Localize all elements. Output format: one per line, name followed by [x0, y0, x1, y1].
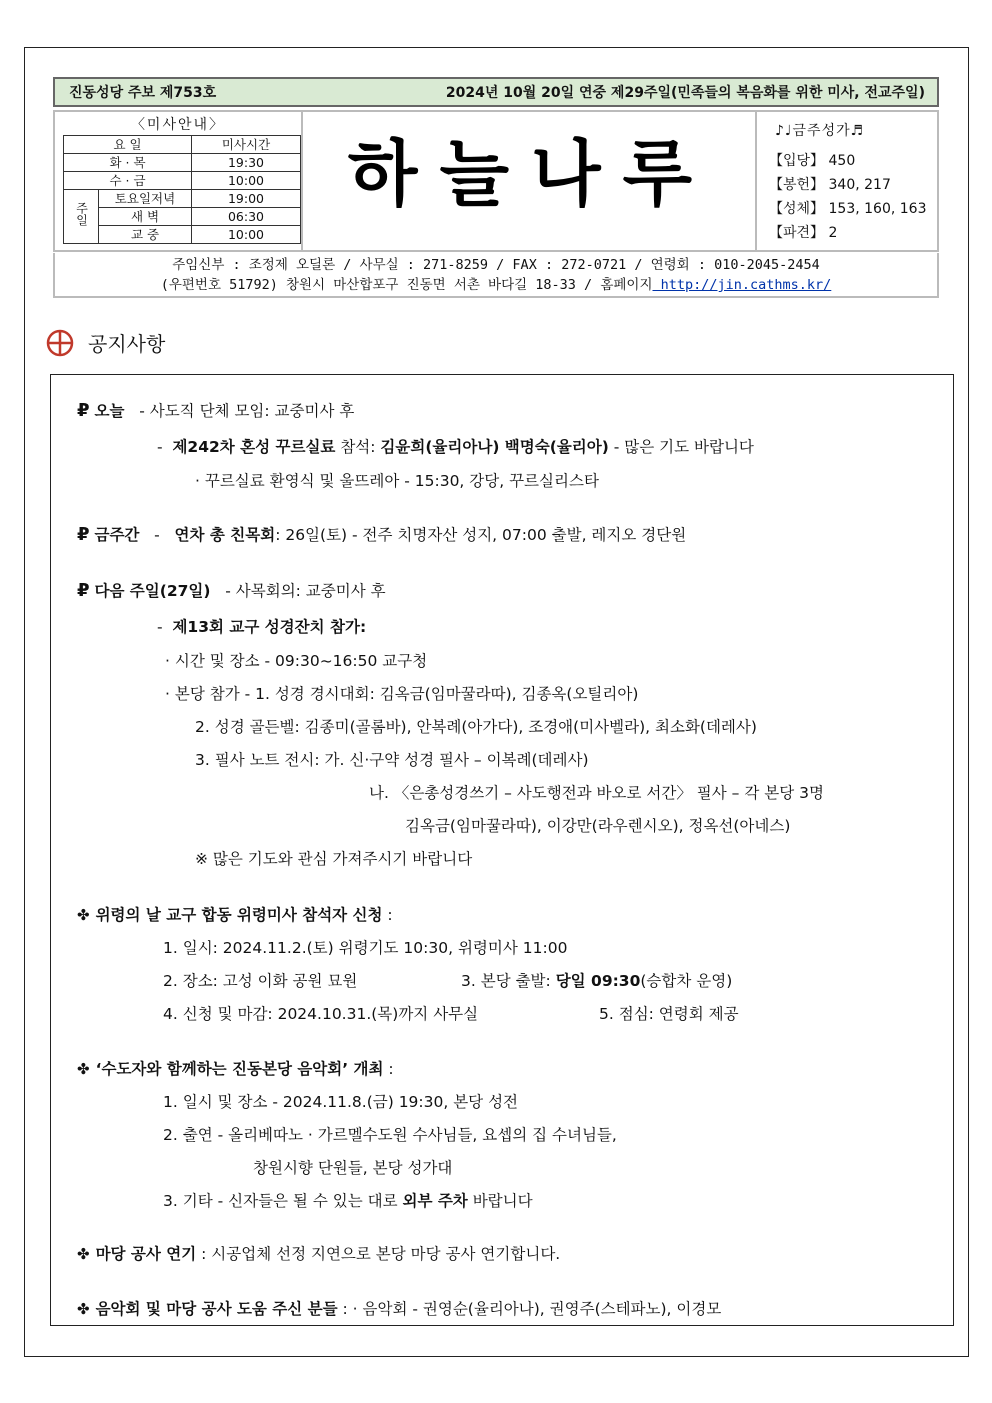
col-time-header: 미사시간 [192, 136, 301, 154]
notice-bible-festival: - 제13회 교구 성경잔치 참가: [157, 618, 367, 636]
hymn-entrance: 【입당】 450 [769, 153, 856, 169]
concert-performers: 2. 출연 - 올리베따노 · 가르멜수도원 수사님들, 요셉의 집 수녀님들, [163, 1126, 617, 1144]
bible-festival-transcription: 3. 필사 노트 전시: 가. 신·구약 성경 필사 – 이복례(데레사) [195, 751, 589, 769]
mass-day: 화 · 목 [64, 154, 192, 172]
clover-bullet-icon: ✤ [77, 1060, 90, 1078]
won-marker-icon: ₽ [77, 580, 90, 601]
issue-number: 진동성당 주보 제753호 [69, 85, 217, 101]
mass-schedule-title: 〈미사안내〉 [130, 117, 226, 133]
notice-today-label: 오늘 [94, 402, 125, 420]
concert-date: 1. 일시 및 장소 - 2024.11.8.(금) 19:30, 본당 성전 [163, 1093, 519, 1111]
memorial-lunch: 5. 점심: 연령회 제공 [599, 1005, 739, 1023]
notice-today-ultreya: · 꾸르실료 환영식 및 울뜨레아 - 15:30, 강당, 꾸르실리스타 [195, 472, 599, 490]
hymn-offertory: 【봉헌】 340, 217 [769, 177, 891, 193]
notice-today: ₽ 오늘 - 사도직 단체 모임: 교중미사 후 [77, 400, 355, 421]
mass-day: 토요일저녁 [99, 190, 192, 208]
notice-helpers: ✤ 음악회 및 마당 공사 도움 주신 분들 : · 음악회 - 권영순(율리아나), 권영주(스테파노), 이경모 [77, 1300, 722, 1318]
sunday-label: 주일 [64, 190, 99, 244]
notice-week: ₽ 금주간 - 연차 총 친목회: 26일(토) - 전주 치명자산 성지, 07:00 출발, 레지오 경단원 [77, 524, 687, 545]
mass-time: 19:30 [192, 154, 301, 172]
bible-festival-transcription-b: 나. 〈은총성경쓰기 – 사도행전과 바오로 서간〉 필사 – 각 본당 3명 [369, 784, 824, 802]
notice-yard-construction: ✤ 마당 공사 연기 : 시공업체 선정 지연으로 본당 마당 공사 연기합니다. [77, 1245, 561, 1263]
concert-parking: 3. 기타 - 신자들은 될 수 있는 대로 외부 주차 바랍니다 [163, 1192, 533, 1210]
mass-schedule-table [63, 135, 301, 244]
notice-today-cursillo: - 제242차 혼성 꾸르실료 참석: 김윤희(율리아나) 백명숙(율리아) - 많은 기도 바랍니다 [157, 438, 754, 456]
mass-schedule [55, 112, 303, 250]
mass-day: 새 벽 [99, 208, 192, 226]
bulletin-header-bar [53, 77, 939, 107]
concert-performers-cont: 창원시향 단원들, 본당 성가대 [253, 1159, 453, 1177]
issue-date: 2024년 10월 20일 연중 제29주일(민족들의 복음화를 위한 미사, 전교주일) [445, 85, 925, 101]
mass-day: 수 · 금 [64, 172, 192, 190]
bible-festival-goldenbell: 2. 성경 골든벨: 김종미(골롬바), 안복례(아가다), 조경애(미사벨라), 최소화(데레사) [195, 718, 757, 736]
notice-heading [46, 328, 165, 357]
hymn-dismissal: 【파견】 2 [769, 225, 838, 241]
notice-next-sunday: ₽ 다음 주일(27일) - 사목회의: 교중미사 후 [77, 580, 386, 601]
contact-line-1: 주임신부 : 조정제 오딜론 / 사무실 : 271-8259 / FAX : 272-0721 / 연령회 : 010-2045-2454 [172, 257, 820, 273]
mass-time: 06:30 [192, 208, 301, 226]
notice-concert: ✤ ‘수도자와 함께하는 진동본당 음악회’ 개최 : [77, 1060, 394, 1078]
won-marker-icon: ₽ [77, 524, 90, 545]
won-marker-icon: ₽ [77, 400, 90, 421]
mass-time: 10:00 [192, 226, 301, 244]
col-day-header: 요 일 [64, 136, 192, 154]
cross-circle-icon [46, 329, 74, 357]
clover-bullet-icon: ✤ [77, 1245, 90, 1263]
clover-bullet-icon: ✤ [77, 906, 90, 924]
memorial-date: 1. 일시: 2024.11.2.(토) 위령기도 10:30, 위령미사 11:00 [163, 939, 568, 957]
bible-festival-time: · 시간 및 장소 - 09:30~16:50 교구청 [165, 652, 428, 670]
hymn-communion: 【성체】 153, 160, 163 [769, 201, 927, 217]
hymn-list [755, 112, 941, 250]
clover-bullet-icon: ✤ [77, 1300, 90, 1318]
hymn-title: ♪♩금주성가♬ [775, 123, 865, 139]
mass-time: 10:00 [192, 172, 301, 190]
bulletin-logo: 하늘나루 [347, 132, 715, 216]
notice-title: 공지사항 [88, 332, 166, 356]
notice-box [50, 374, 954, 1326]
memorial-departure: 3. 본당 출발: 당일 09:30(승합차 운영) [461, 972, 733, 990]
bible-festival-quiz: · 본당 참가 - 1. 성경 경시대회: 김옥금(임마꿀라따), 김종옥(오틸리아) [165, 685, 639, 703]
masthead [53, 110, 939, 252]
memorial-place: 2. 장소: 고성 이화 공원 묘원 [163, 972, 358, 990]
mass-time: 19:00 [192, 190, 301, 208]
bible-festival-transcription-names: 김옥금(임마꿀라따), 이강만(라우렌시오), 정옥선(아네스) [405, 817, 791, 835]
bible-festival-prayer: ※ 많은 기도와 관심 가져주시기 바랍니다 [195, 850, 473, 868]
contact-line-2: (우편번호 51792) 창원시 마산합포구 진동면 서촌 바다길 18-33 / 홈페이지 http://jin.cathms.kr/ [160, 277, 832, 293]
homepage-link[interactable]: http://jin.cathms.kr/ [652, 277, 832, 293]
memorial-deadline: 4. 신청 및 마감: 2024.10.31.(목)까지 사무실 [163, 1005, 479, 1023]
notice-memorial-mass: ✤ 위령의 날 교구 합동 위령미사 참석자 신청 : [77, 906, 393, 924]
contact-info [53, 253, 939, 298]
mass-day: 교 중 [99, 226, 192, 244]
